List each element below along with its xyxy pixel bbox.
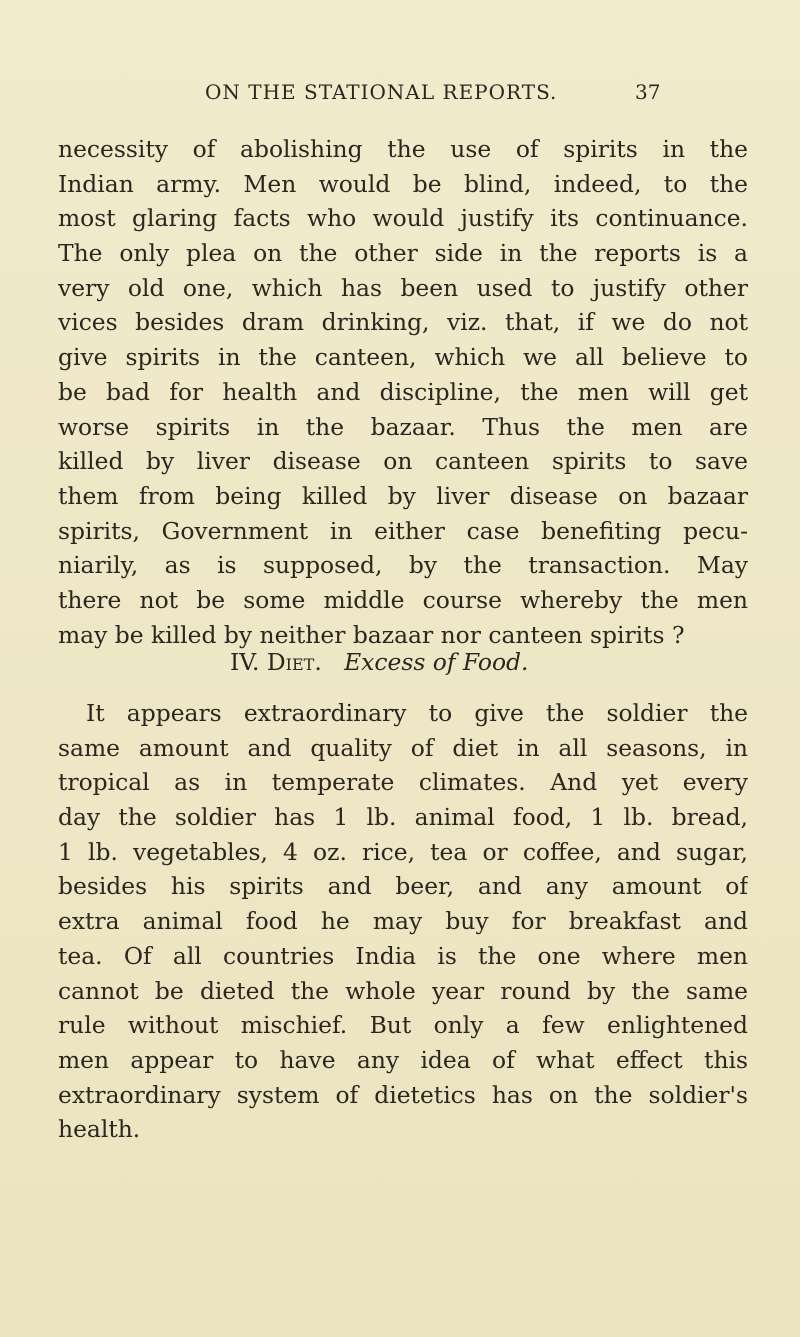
- paragraph-diet: [58, 696, 748, 1147]
- text-line: besides his spirits and beer, and any amount of: [58, 872, 748, 901]
- text-line: be bad for health and discipline, the men will get: [58, 377, 748, 406]
- text-line: extraordinary system of dietetics has on the soldier's: [58, 1080, 748, 1109]
- text-line: give spirits in the canteen, which we all believe to: [58, 343, 748, 372]
- text-line: tea. Of all countries India is the one where men: [58, 941, 748, 970]
- text-line: may be killed by neither bazaar nor canteen spirits ?: [58, 620, 685, 649]
- text-line: It appears extraordinary to give the soldier the: [86, 699, 748, 727]
- text-line: men appear to have any idea of what effect this: [58, 1045, 748, 1074]
- text-line: killed by liver disease on canteen spirits to save: [58, 447, 748, 476]
- text-line: health.: [58, 1115, 141, 1144]
- text-line: necessity of abolishing the use of spirits in the: [58, 135, 748, 163]
- page-header: [0, 80, 800, 110]
- section-title: Diet.: [266, 648, 322, 676]
- text-line: Indian army. Men would be blind, indeed, to the: [58, 169, 748, 198]
- text-line: there not be some middle course whereby the men: [58, 585, 748, 614]
- text-line: tropical as in temperate climates. And yet every: [58, 768, 748, 797]
- text-line: cannot be dieted the whole year round by the same: [58, 976, 748, 1005]
- text-line: worse spirits in the bazaar. Thus the men are: [58, 412, 748, 441]
- text-line: very old one, which has been used to justify other: [58, 273, 748, 302]
- text-line: spirits, Government in either case benefiting pecu-: [58, 516, 748, 545]
- text-line: day the soldier has 1 lb. animal food, 1 lb. bread,: [58, 803, 748, 832]
- text-line: 1 lb. vegetables, 4 oz. rice, tea or coffee, and sugar,: [58, 837, 748, 866]
- text-line: extra animal food he may buy for breakfast and: [58, 907, 748, 936]
- page-number: 37: [635, 80, 661, 104]
- text-line: most glaring facts who would justify its continuance.: [58, 204, 748, 233]
- text-line: same amount and quality of diet in all seasons, in: [58, 733, 748, 762]
- text-line: vices besides dram drinking, viz. that, if we do not: [58, 308, 748, 337]
- paragraph-spirits: [58, 132, 748, 652]
- text-line: rule without mischief. But only a few enlightened: [58, 1011, 748, 1040]
- section-subtitle: Excess of Food.: [344, 648, 529, 676]
- section-heading: [230, 648, 528, 676]
- text-line: The only plea on the other side in the reports is a: [58, 239, 748, 268]
- text-line: niarily, as is supposed, by the transaction. May: [58, 551, 748, 580]
- text-line: them from being killed by liver disease on bazaar: [58, 481, 748, 510]
- section-number: IV.: [230, 648, 260, 676]
- running-head: ON THE STATIONAL REPORTS.: [205, 80, 558, 104]
